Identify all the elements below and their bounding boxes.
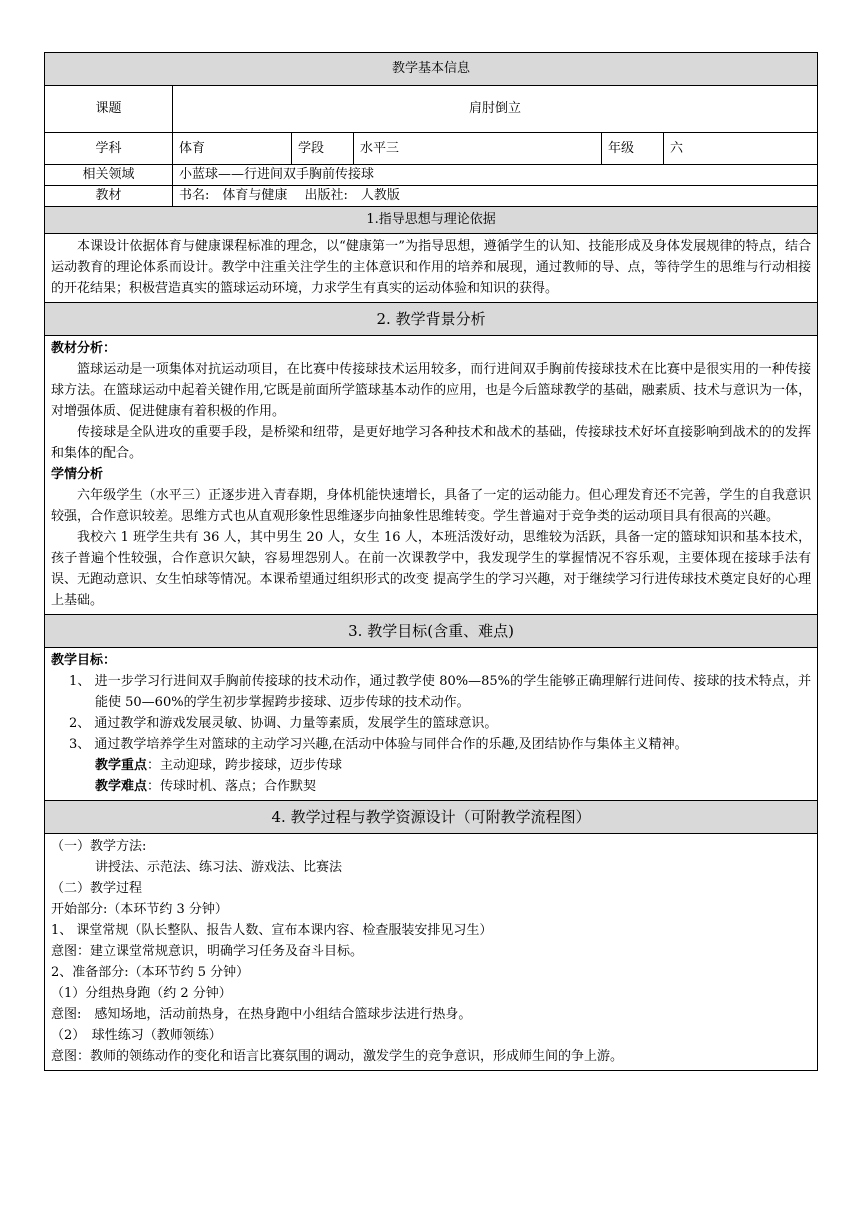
method-list: 讲授法、示范法、练习法、游戏法、比赛法 [95,860,343,875]
difficult-points-value: ：传球时机、落点；合作默契 [147,779,317,794]
subject-value: 体育 [173,133,292,165]
routine-intent: 意图：建立课堂常规意识，明确学习任务及奋斗目标。 [51,944,364,959]
student-analysis-label: 学情分析 [51,467,104,482]
student-paragraph-1: 六年级学生（水平三）正逐步进入青春期，身体机能快速增长，具备了一定的运动能力。但心理发育还不完善，学生的自我意识较强，合作意识较差。思维方式也从直观形象性思维逐步向抽象性思维转变。学生普遍对于竞争类的运动项目具有很高的兴趣。 [51,488,812,524]
textbook-value: 书名: 体育与健康 出版社: 人教版 [173,186,818,207]
section3-body [45,648,818,801]
material-paragraph-2: 传接球是全队进攻的重要手段，是桥梁和纽带，是更好地学习各种技术和战术的基础，传接球技术好坏直接影响到战术的的发挥和集体的配合。 [51,425,812,461]
goal-item-2: 2、 通过教学和游戏发展灵敏、协调、力量等素质，发展学生的篮球意识。 [69,716,498,731]
goal-item-3: 3、 通过教学培养学生对篮球的主动学习兴趣,在活动中体验与同伴合作的乐趣,及团结协作与集体主义精神。 [69,737,688,752]
textbook-label: 教材 [45,186,173,207]
ball-practice-item: （2） 球性练习（教师领练） [51,1028,222,1043]
routine-item: 1、 课堂常规（队长整队、报告人数、宣布本课内容、检查服装安排见习生） [51,923,493,938]
prep-part: 2、准备部分:（本环节约 5 分钟） [51,965,250,980]
difficult-points [51,776,811,797]
section2-body [45,336,818,615]
key-points-value: ：主动迎球，跨步接球，迈步传球 [147,758,343,773]
topic-value: 肩肘倒立 [173,86,818,133]
section4-header: 4. 教学过程与教学资源设计（可附教学流程图） [45,801,818,834]
goal-label: 教学目标： [51,653,117,668]
section1-text: 本课设计依据体育与健康课程标准的理念，以“健康第一”为指导思想，遵循学生的认知、技能形成及身体发展规律的特点，结合运动教育的理论体系而设计。教学中注重关注学生的主体意识和作用的培养和展现，通过教师的导、点，等待学生的思维与行动相接的开花结果；积极营造真实的篮球运动环境，力求学生有真实的运动体验和知识的获得。 [51,239,812,296]
material-paragraph-1: 篮球运动是一项集体对抗运动项目，在比赛中传接球技术运用较多，而行进间双手胸前传接球技术在比赛中是很实用的一种传接球方法。在篮球运动中起着关键作用,它既是前面所学篮球基本动作的应用，也是今后篮球教学的基础，融素质、技术与意识为一体，对增强体质、促进健康有着积极的作用。 [51,362,812,419]
lesson-plan-table [44,52,818,1071]
goal-item-1: 1、 进一步学习行进间双手胸前传接球的技术动作，通过教学使 80%—85%的学生能够正确理解行进间传、接球的技术特点，并能使 50—60%的学生初步掌握跨步接球、迈步传球的技术动作。 [69,674,812,710]
student-paragraph-2: 我校六 1 班学生共有 36 人，其中男生 20 人，女生 16 人，本班活泼好动，思维较为活跃，具备一定的篮球知识和基本技术，孩子普遍个性较强，合作意识欠缺，容易埋怨别人。在前一次课教学中，我发现学生的掌握情况不容乐观，主要体现在接球手法有误、无跑动意识、女生怕球等情况。本课希望通过组织形式的改变 提高学生的学习兴趣，对于继续学习行进传球技术奠定良好的心理上基础。 [51,530,812,608]
field-value: 小蓝球——行进间双手胸前传接球 [173,165,818,186]
section2-header: 2. 教学背景分析 [45,303,818,336]
section3-header: 3. 教学目标(含重、难点) [45,615,818,648]
key-points-label: 教学重点 [95,758,148,773]
grade-value: 六 [664,133,818,165]
method-heading: （一）教学方法: [51,839,147,854]
ball-practice-intent: 意图：教师的领练动作的变化和语言比赛氛围的调动，激发学生的竞争意识，形成师生间的争上游。 [51,1049,624,1064]
section4-body [45,834,818,1071]
key-points [51,755,811,776]
warmup-item: （1）分组热身跑（约 2 分钟） [51,986,232,1001]
warmup-intent: 意图: 感知场地，活动前热身，在热身跑中小组结合篮球步法进行热身。 [51,1007,472,1022]
section1-header: 1.指导思想与理论依据 [45,207,818,234]
grade-label: 年级 [602,133,664,165]
stage-label: 学段 [292,133,354,165]
difficult-points-label: 教学难点 [95,779,148,794]
topic-label: 课题 [45,86,173,133]
stage-value: 水平三 [354,133,602,165]
field-label: 相关领域 [45,165,173,186]
subject-label: 学科 [45,133,173,165]
material-analysis-label: 教材分析： [51,341,117,356]
basic-info-header: 教学基本信息 [45,53,818,86]
process-heading: （二）教学过程 [51,881,143,896]
section1-body [45,234,818,303]
start-part: 开始部分:（本环节约 3 分钟） [51,902,228,917]
